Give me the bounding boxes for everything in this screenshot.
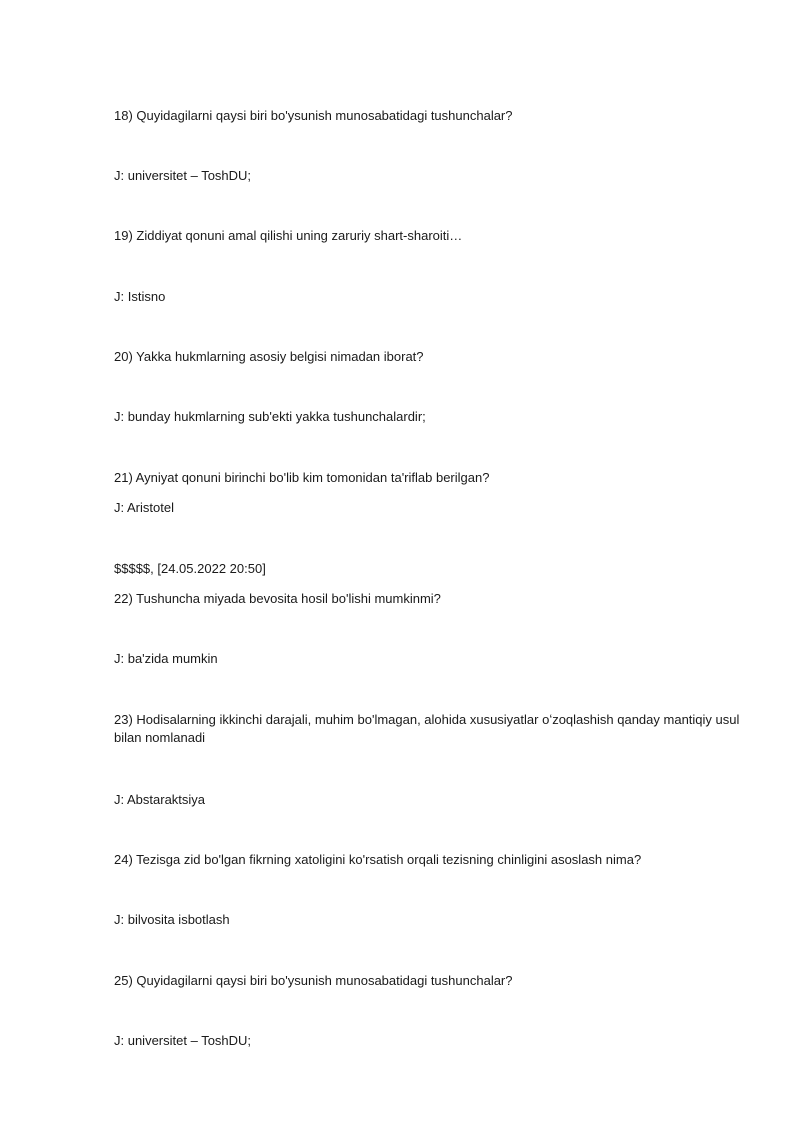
answer-24: J: bilvosita isbotlash <box>114 912 230 927</box>
question-25: 25) Quyidagilarni qaysi biri bo'ysunish munosabatidagi tushunchalar? <box>114 973 513 988</box>
question-23: 23) Hodisalarning ikkinchi darajali, muhim bo'lmagan, alohida xususiyatlar oʻzoqlashish qanday mantiqiy usul bilan nomlanadi <box>114 712 740 745</box>
answer-21: J: Aristotel <box>114 500 174 515</box>
message-header: $$$$$, [24.05.2022 20:50] <box>114 561 266 576</box>
answer-22: J: ba'zida mumkin <box>114 651 218 666</box>
question-19: 19) Ziddiyat qonuni amal qilishi uning zaruriy shart-sharoiti… <box>114 228 463 243</box>
question-22: 22) Tushuncha miyada bevosita hosil bo'lishi mumkinmi? <box>114 591 441 606</box>
question-21: 21) Ayniyat qonuni birinchi bo'lib kim tomonidan ta'riflab berilgan? <box>114 470 490 485</box>
answer-20: J: bunday hukmlarning sub'ekti yakka tushunchalardir; <box>114 409 426 424</box>
answer-18: J: universitet – ToshDU; <box>114 168 252 183</box>
answer-19: J: Istisno <box>114 289 166 304</box>
question-18: 18) Quyidagilarni qaysi biri bo'ysunish munosabatidagi tushunchalar? <box>114 108 513 123</box>
answer-23: J: Abstaraktsiya <box>114 792 206 807</box>
question-24: 24) Tezisga zid bo'lgan fikrning xatoligini ko'rsatish orqali tezisning chinligini asoslash nima? <box>114 852 642 867</box>
question-20: 20) Yakka hukmlarning asosiy belgisi nimadan iborat? <box>114 349 424 364</box>
answer-25: J: universitet – ToshDU; <box>114 1033 252 1048</box>
